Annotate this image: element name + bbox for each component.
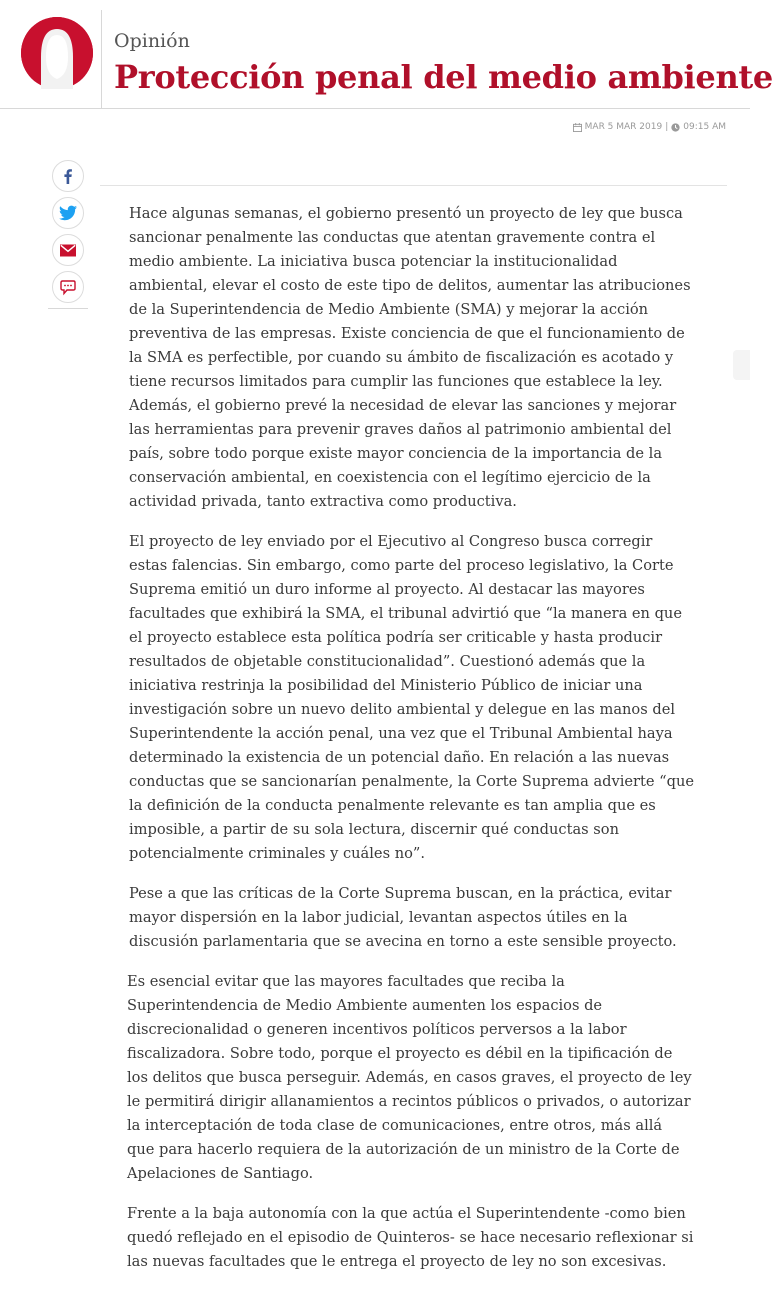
article-paragraph: El proyecto de ley enviado por el Ejecutivo al Congreso busca corregir estas falencias. Sin embargo, como parte del proceso legislativo, la Corte Suprema emitió un duro informe al proyecto. Al destacar las mayores facultades que exhibirá la SMA, el tribunal advirtió que “la manera en que el proyecto establece esta política podría ser criticable y hasta producir resultados de objetable constitucionalidad”. Cuestionó además que la iniciativa restrinja la posibilidad del Ministerio Público de iniciar una investigación sobre un nuevo delito ambiental y delegue en las manos del Superintendente la acción penal, una vez que el Tribunal Ambiental haya determinado la existencia de un potencial daño. En relación a las nuevas conductas que se sancionarían penalmente, la Corte Suprema advierte “que la definición de la conducta penalmente relevante es tan amplia que es imposible, a partir de su sola lectura, discernir qué conductas son potencialmente criminales y cuáles no”. <box>129 533 694 862</box>
share-comments-button[interactable] <box>52 271 84 303</box>
page-title: Protección penal del medio ambiente <box>114 58 773 96</box>
article-body <box>129 202 694 1290</box>
twitter-icon <box>59 205 77 221</box>
date-separator: | <box>665 122 669 132</box>
comment-icon <box>60 280 76 295</box>
article-paragraph: Es esencial evitar que las mayores facultades que reciba la Superintendencia de Medio Ambiente aumenten los espacios de discrecionalidad o generen incentivos políticos perversos a la labor fiscalizadora. Sobre todo, porque el proyecto es débil en la tipificación de los delitos que busca perseguir. Además, en casos graves, el proyecto de ley le permitirá dirigir allanamientos a recintos públicos o privados, o autorizar la interceptación de toda clase de comunicaciones, entre otros, más allá que para hacerlo requiera de la autorización de un ministro de la Corte de Apelaciones de Santiago. <box>127 973 692 1182</box>
article-date: MAR 5 MAR 2019 <box>584 122 663 132</box>
calendar-icon <box>573 123 582 132</box>
clock-icon <box>671 123 680 132</box>
article-paragraph: Frente a la baja autonomía con la que actúa el Superintendente -como bien quedó reflejado en el episodio de Quinteros- se hace necesario reflexionar si las nuevas facultades que le entrega el proyecto de ley no son excesivas. <box>127 1205 694 1270</box>
mail-icon <box>60 244 76 257</box>
share-bar <box>48 160 88 309</box>
share-twitter-button[interactable] <box>52 197 84 229</box>
page-header <box>0 0 773 109</box>
article-paragraph: Hace algunas semanas, el gobierno presentó un proyecto de ley que busca sancionar penalmente las conductas que atentan gravemente contra el medio ambiente. La iniciativa busca potenciar la institucionalidad ambiental, elevar el costo de este tipo de delitos, aumentar las atribuciones de la Superintendencia de Medio Ambiente (SMA) y mejorar la acción preventiva de las empresas. Existe conciencia de que el funcionamiento de la SMA es perfectible, por cuando su ámbito de fiscalización es acotado y tiene recursos limitados para cumplir las funciones que establece la ley. Además, el gobierno prevé la necesidad de elevar las sanciones y mejorar las herramientas para prevenir graves daños al patrimonio ambiental del país, sobre todo porque existe mayor conciencia de la importancia de la conservación ambiental, en coexistencia con el legítimo ejercicio de la actividad privada, tanto extractiva como productiva. <box>129 205 691 510</box>
section-label[interactable]: Opinión <box>114 30 190 52</box>
article-dateline <box>573 122 726 132</box>
share-divider <box>48 308 88 309</box>
author-silhouette-icon <box>21 17 93 89</box>
author-avatar-container <box>0 10 102 108</box>
article-time: 09:15 AM <box>683 122 726 132</box>
facebook-icon <box>60 168 76 184</box>
share-email-button[interactable] <box>52 234 84 266</box>
author-avatar[interactable] <box>21 17 93 89</box>
side-tab[interactable] <box>733 350 750 380</box>
article-divider <box>100 185 727 186</box>
share-facebook-button[interactable] <box>52 160 84 192</box>
article-paragraph: Pese a que las críticas de la Corte Suprema buscan, en la práctica, evitar mayor dispersión en la labor judicial, levantan aspectos útiles en la discusión parlamentaria que se avecina en torno a este sensible proyecto. <box>129 885 677 950</box>
